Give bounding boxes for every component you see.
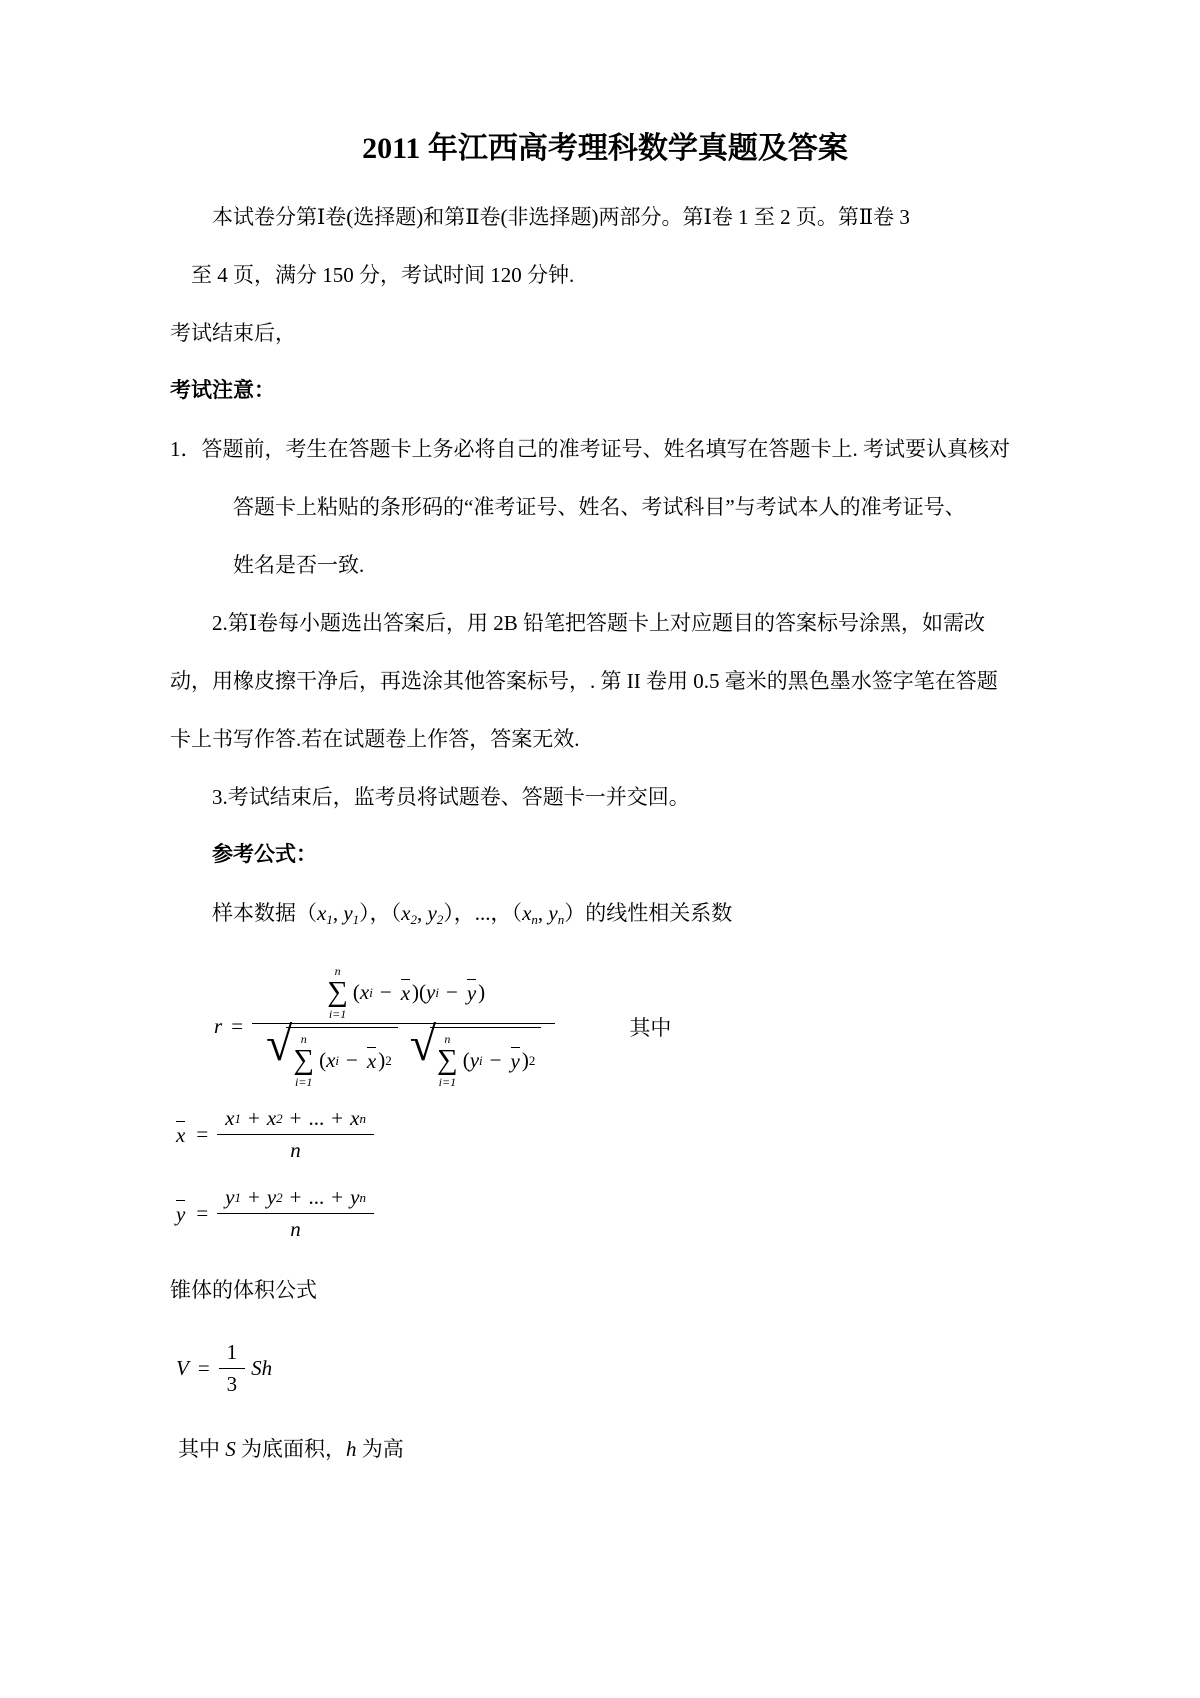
- var-S: S: [225, 1437, 236, 1461]
- sub-i: i: [335, 1053, 340, 1068]
- var-y: y: [266, 1185, 277, 1209]
- page-title: 2011 年江西高考理科数学真题及答案: [362, 132, 848, 165]
- plus-op: +: [248, 1185, 260, 1209]
- sqrt-symbol: √: [266, 1018, 293, 1071]
- sub-n: n: [531, 912, 538, 927]
- sigma-symbol: ∑: [437, 1044, 458, 1076]
- sub-n: n: [359, 1111, 366, 1126]
- fraction-denominator: [252, 1018, 555, 1091]
- sqrt-y-radicand: [430, 1027, 541, 1088]
- var-y: y: [466, 981, 477, 1006]
- sub-n: n: [557, 912, 565, 927]
- comma: ,: [332, 901, 344, 925]
- fraction-numerator: [217, 1103, 374, 1134]
- where-label: 其中: [629, 1015, 672, 1040]
- cone-volume-formula: [176, 1337, 1040, 1400]
- sub-2: 2: [410, 912, 417, 927]
- var-r: r: [214, 1014, 223, 1038]
- fraction: [252, 962, 555, 1091]
- sub-1: 1: [326, 912, 333, 927]
- var-n: n: [290, 1217, 301, 1241]
- sample-prefix: 样本数据（: [212, 901, 317, 925]
- var-h: h: [346, 1437, 357, 1461]
- fraction-numerator: [219, 1337, 246, 1368]
- minus-op: −: [445, 980, 458, 1004]
- y-bar: [467, 979, 476, 1005]
- sqrt-symbol: √: [409, 1018, 437, 1071]
- var-x: x: [522, 901, 532, 925]
- paren-close: ): [412, 980, 420, 1004]
- paren-open: (: [319, 1048, 327, 1072]
- plus-op: +: [248, 1106, 260, 1130]
- sample-ellipsis: ），...，（: [443, 901, 523, 925]
- minus-op: −: [346, 1048, 358, 1072]
- fraction: [217, 1103, 374, 1166]
- fraction-numerator: [252, 962, 555, 1023]
- var-y: y: [469, 1048, 480, 1072]
- notice-line-7: 3.考试结束后，监考员将试题卷、答题卡一并交回。: [212, 785, 690, 809]
- sub-n: n: [359, 1190, 366, 1205]
- var-y: y: [343, 901, 353, 925]
- sum-lower-limit: i=1: [295, 1075, 313, 1089]
- var-y: y: [426, 980, 436, 1004]
- var-x: x: [359, 980, 370, 1004]
- notice-heading: 考试注意：: [170, 379, 275, 402]
- var-y: y: [548, 901, 558, 925]
- cone-volume-label: 锥体的体积公式: [170, 1278, 317, 1302]
- sample-separator: ），（: [359, 901, 402, 925]
- equals-sign: =: [197, 1356, 210, 1380]
- intro-line-3: 考试结束后，: [170, 321, 296, 345]
- squared-exponent: 2: [385, 1053, 392, 1068]
- fraction-denominator: [217, 1134, 374, 1166]
- var-x: x: [350, 1106, 360, 1130]
- footer-text: 其中: [178, 1437, 226, 1461]
- var-y: y: [176, 1202, 186, 1227]
- x-bar: [401, 979, 410, 1005]
- fraction-denominator: [219, 1368, 246, 1400]
- sample-suffix: ）的线性相关系数: [564, 901, 733, 925]
- sum-upper-limit: n: [334, 964, 341, 978]
- x-bar: [176, 1121, 185, 1147]
- y-bar: [511, 1047, 520, 1073]
- reference-heading: 参考公式：: [212, 843, 317, 866]
- squared-exponent: 2: [528, 1053, 536, 1068]
- var-y: y: [225, 1185, 235, 1209]
- intro-line-1: 本试卷分第Ⅰ卷(选择题)和第Ⅱ卷(非选择题)两部分。第Ⅰ卷 1 至 2 页。第Ⅱ卷 3: [212, 205, 910, 229]
- var-y: y: [427, 901, 437, 925]
- fraction: [217, 1182, 374, 1245]
- notice-line-1: 1．答题前，考生在答题卡上务必将自己的准考证号、姓名填写在答题卡上. 考试要认真核对: [170, 437, 1010, 461]
- var-x: x: [317, 901, 327, 925]
- sub-1: 1: [234, 1190, 241, 1205]
- footer-text: 为底面积，: [235, 1437, 346, 1461]
- x-bar: [367, 1047, 376, 1073]
- paren-close: ): [478, 980, 486, 1004]
- y-bar: [176, 1200, 185, 1226]
- sum-lower-limit: i=1: [328, 1007, 347, 1021]
- number-1: 1: [226, 1340, 238, 1364]
- equals-sign: =: [231, 1014, 244, 1038]
- sub-i: i: [369, 985, 373, 1000]
- comma: ,: [537, 901, 549, 925]
- intro-line-2: 至 4 页，满分 150 分，考试时间 120 分钟.: [191, 263, 575, 287]
- sub-2: 2: [436, 912, 444, 927]
- minus-op: −: [379, 980, 392, 1004]
- number-3: 3: [226, 1372, 238, 1396]
- sqrt-x: [266, 1018, 398, 1089]
- sub-i: i: [479, 1053, 483, 1068]
- fraction: [219, 1337, 246, 1400]
- fraction-numerator: [217, 1182, 374, 1213]
- summation-symbol: [293, 1033, 314, 1088]
- paren-close: ): [521, 1048, 529, 1072]
- sub-1: 1: [234, 1111, 241, 1126]
- sqrt-x-radicand: [286, 1027, 397, 1088]
- sub-2: 2: [276, 1111, 283, 1126]
- summation-symbol: [437, 1033, 458, 1088]
- paren-open: (: [462, 1048, 470, 1072]
- notice-line-6: 卡上书写作答.若在试题卷上作答，答案无效.: [170, 727, 580, 751]
- sum-upper-limit: n: [444, 1032, 451, 1046]
- paren-open: (: [419, 980, 427, 1004]
- plus-op: +: [331, 1185, 344, 1209]
- correlation-coefficient-formula: [214, 962, 1040, 1091]
- sigma-symbol: ∑: [327, 976, 348, 1008]
- equals-sign: =: [196, 1122, 209, 1146]
- fraction-denominator: [217, 1213, 374, 1245]
- var-S: S: [251, 1356, 262, 1380]
- var-n: n: [290, 1138, 301, 1162]
- sample-data-line: [170, 884, 1040, 942]
- sub-i: i: [435, 985, 439, 1000]
- plus-op: +: [289, 1185, 302, 1209]
- plus-op: +: [289, 1106, 302, 1130]
- equals-sign: =: [196, 1201, 209, 1225]
- footer-line: [170, 1420, 1040, 1478]
- paren-open: (: [352, 980, 360, 1004]
- footer-text: 为高: [356, 1437, 404, 1461]
- notice-line-5: 动，用橡皮擦干净后，再选涂其他答案标号，. 第 II 卷用 0.5 毫米的黑色墨水签字笔在答题: [170, 669, 998, 693]
- sum-upper-limit: n: [300, 1032, 307, 1046]
- var-x: x: [225, 1106, 235, 1130]
- sub-1: 1: [352, 912, 360, 927]
- notice-line-2: 答题卡上粘贴的条形码的“准考证号、姓名、考试科目”与考试本人的准考证号、: [233, 495, 966, 519]
- var-x: x: [401, 901, 411, 925]
- var-x: x: [400, 981, 411, 1006]
- var-x: x: [176, 1123, 186, 1148]
- var-y: y: [350, 1185, 360, 1209]
- sum-lower-limit: i=1: [438, 1075, 457, 1089]
- comma: ,: [416, 901, 428, 925]
- mean-x-formula: [174, 1103, 1040, 1166]
- plus-op: +: [331, 1106, 344, 1130]
- sub-2: 2: [276, 1190, 283, 1205]
- ellipsis: ...: [308, 1106, 325, 1130]
- var-x: x: [326, 1048, 336, 1072]
- var-x: x: [266, 1106, 277, 1130]
- var-V: V: [176, 1356, 189, 1380]
- minus-op: −: [489, 1048, 502, 1072]
- notice-line-3: 姓名是否一致.: [233, 553, 365, 577]
- var-y: y: [510, 1049, 520, 1074]
- notice-line-4: 2.第Ⅰ卷每小题选出答案后，用 2B 铅笔把答题卡上对应题目的答案标号涂黑，如需改: [212, 611, 986, 635]
- summation-symbol: [327, 965, 348, 1020]
- var-h: h: [261, 1356, 273, 1380]
- sigma-symbol: ∑: [293, 1044, 315, 1076]
- mean-y-formula: [174, 1182, 1040, 1245]
- ellipsis: ...: [308, 1185, 325, 1209]
- var-x: x: [366, 1049, 377, 1074]
- paren-close: ): [378, 1048, 386, 1072]
- sqrt-y: [409, 1018, 542, 1089]
